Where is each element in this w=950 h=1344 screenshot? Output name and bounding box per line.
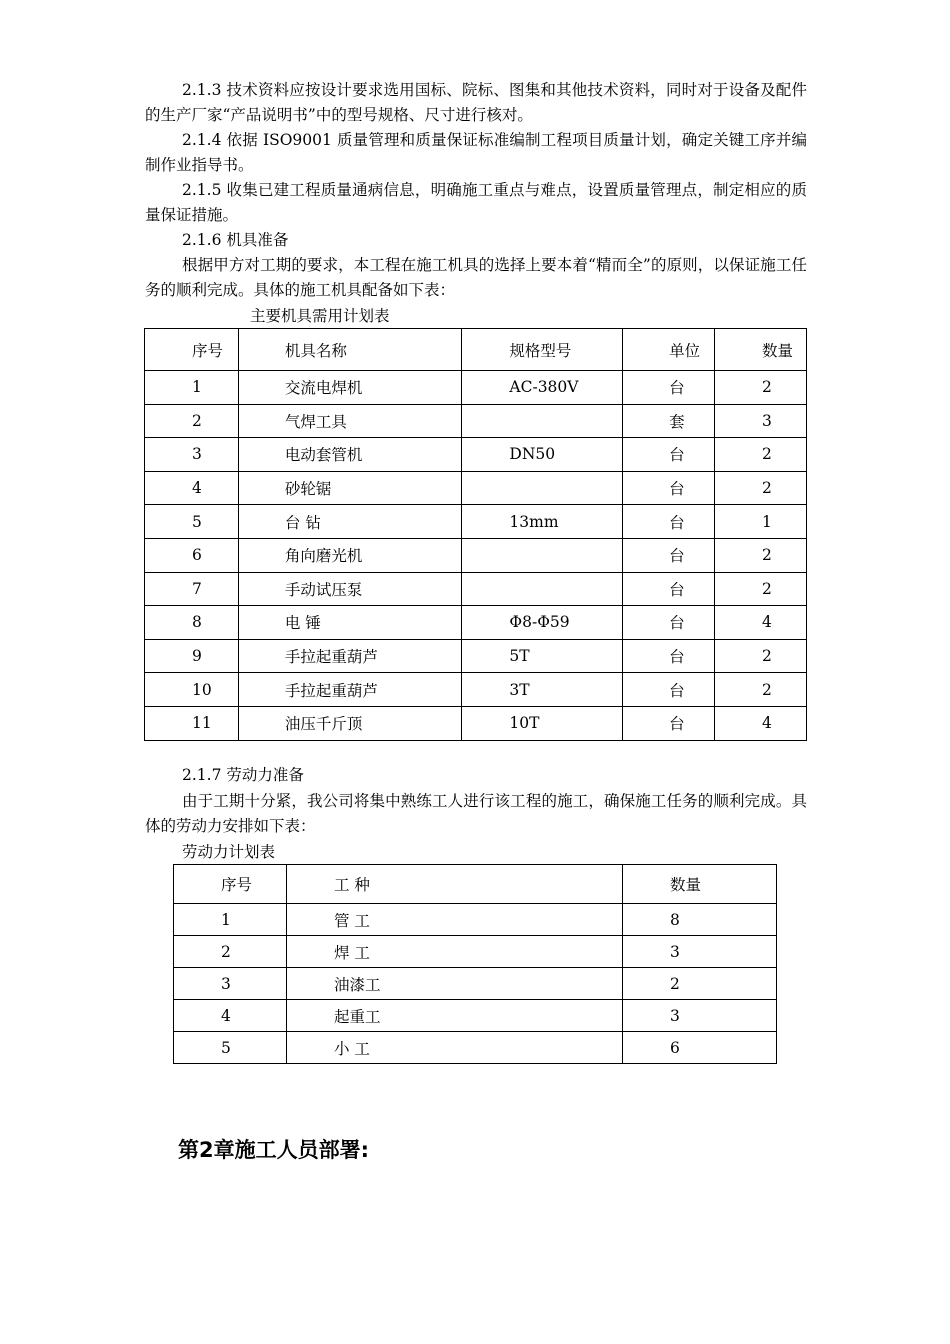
equipment-cell-name: 手拉起重葫芦 bbox=[238, 673, 462, 707]
equipment-table-row bbox=[145, 471, 807, 505]
paragraph-2-1-6: 根据甲方对工期的要求，本工程在施工机具的选择上要本着“精而全”的原则，以保证施工任务的顺利完成。具体的施工机具配备如下表： bbox=[145, 256, 807, 299]
equipment-cell-qty: 1 bbox=[715, 505, 807, 539]
equipment-cell-unit: 台 bbox=[623, 471, 715, 505]
equipment-cell-unit: 台 bbox=[623, 572, 715, 606]
equipment-cell-seq: 4 bbox=[145, 471, 239, 505]
equipment-table-caption: 主要机具需用计划表 bbox=[250, 307, 390, 325]
paragraph-2-1-7: 由于工期十分紧，我公司将集中熟练工人进行该工程的施工，确保施工任务的顺利完成。具体的劳动力安排如下表： bbox=[145, 792, 807, 835]
labor-cell-trade: 起重工 bbox=[287, 1000, 623, 1032]
equipment-cell-seq: 10 bbox=[145, 673, 239, 707]
equipment-cell-unit: 台 bbox=[623, 438, 715, 472]
labor-table-header-row bbox=[174, 865, 777, 904]
chapter-heading: 第2章施工人员部署: bbox=[178, 1138, 370, 1162]
labor-cell-qty: 8 bbox=[623, 904, 777, 936]
labor-cell-seq: 3 bbox=[174, 968, 287, 1000]
labor-cell-qty: 6 bbox=[623, 1032, 777, 1064]
equipment-cell-seq: 6 bbox=[145, 538, 239, 572]
equipment-table-row bbox=[145, 606, 807, 640]
equipment-table-row bbox=[145, 438, 807, 472]
equipment-cell-name: 电 锤 bbox=[238, 606, 462, 640]
equipment-table-row bbox=[145, 639, 807, 673]
equipment-table-row bbox=[145, 538, 807, 572]
equipment-table-row bbox=[145, 572, 807, 606]
equipment-cell-name: 砂轮锯 bbox=[238, 471, 462, 505]
heading-2-1-6: 2.1.6 机具准备 bbox=[182, 231, 289, 249]
equipment-cell-name: 手拉起重葫芦 bbox=[238, 639, 462, 673]
labor-cell-seq: 4 bbox=[174, 1000, 287, 1032]
equipment-cell-name: 角向磨光机 bbox=[238, 538, 462, 572]
equipment-header-name: 机具名称 bbox=[238, 329, 462, 371]
equipment-header-spec: 规格型号 bbox=[462, 329, 623, 371]
equipment-cell-qty: 2 bbox=[715, 673, 807, 707]
equipment-cell-spec bbox=[462, 538, 623, 572]
equipment-cell-unit: 台 bbox=[623, 706, 715, 740]
labor-table-row bbox=[174, 968, 777, 1000]
equipment-cell-spec: AC-380V bbox=[462, 371, 623, 405]
equipment-header-seq: 序号 bbox=[145, 329, 239, 371]
equipment-cell-spec: 3T bbox=[462, 673, 623, 707]
equipment-cell-unit: 台 bbox=[623, 505, 715, 539]
equipment-cell-qty: 4 bbox=[715, 606, 807, 640]
equipment-table-row bbox=[145, 505, 807, 539]
equipment-cell-spec: 10T bbox=[462, 706, 623, 740]
labor-cell-seq: 5 bbox=[174, 1032, 287, 1064]
equipment-cell-spec: 5T bbox=[462, 639, 623, 673]
equipment-header-qty: 数量 bbox=[715, 329, 807, 371]
equipment-cell-seq: 7 bbox=[145, 572, 239, 606]
equipment-table-row bbox=[145, 371, 807, 405]
labor-cell-qty: 2 bbox=[623, 968, 777, 1000]
heading-2-1-7: 2.1.7 劳动力准备 bbox=[182, 766, 304, 784]
equipment-cell-qty: 2 bbox=[715, 438, 807, 472]
equipment-header-unit: 单位 bbox=[623, 329, 715, 371]
equipment-cell-spec bbox=[462, 471, 623, 505]
labor-cell-seq: 2 bbox=[174, 936, 287, 968]
equipment-cell-seq: 2 bbox=[145, 404, 239, 438]
labor-table-caption: 劳动力计划表 bbox=[182, 843, 276, 861]
equipment-cell-seq: 3 bbox=[145, 438, 239, 472]
equipment-table-row bbox=[145, 706, 807, 740]
equipment-cell-name: 电动套管机 bbox=[238, 438, 462, 472]
labor-header-trade: 工 种 bbox=[287, 865, 623, 904]
equipment-table-row bbox=[145, 673, 807, 707]
equipment-table bbox=[144, 328, 807, 741]
equipment-cell-spec: 13mm bbox=[462, 505, 623, 539]
equipment-cell-seq: 1 bbox=[145, 371, 239, 405]
equipment-cell-spec bbox=[462, 572, 623, 606]
labor-cell-trade: 小 工 bbox=[287, 1032, 623, 1064]
equipment-cell-qty: 2 bbox=[715, 371, 807, 405]
equipment-cell-seq: 9 bbox=[145, 639, 239, 673]
labor-table-row bbox=[174, 904, 777, 936]
equipment-cell-seq: 11 bbox=[145, 706, 239, 740]
paragraph-2-1-5: 2.1.5 收集已建工程质量通病信息，明确施工重点与难点，设置质量管理点，制定相应的质量保证措施。 bbox=[145, 181, 807, 224]
equipment-cell-spec: Φ8-Φ59 bbox=[462, 606, 623, 640]
equipment-cell-unit: 台 bbox=[623, 606, 715, 640]
equipment-cell-seq: 5 bbox=[145, 505, 239, 539]
equipment-cell-qty: 4 bbox=[715, 706, 807, 740]
equipment-cell-spec: DN50 bbox=[462, 438, 623, 472]
labor-table bbox=[173, 864, 777, 1064]
equipment-cell-qty: 3 bbox=[715, 404, 807, 438]
labor-cell-qty: 3 bbox=[623, 936, 777, 968]
equipment-cell-qty: 2 bbox=[715, 572, 807, 606]
equipment-cell-spec bbox=[462, 404, 623, 438]
equipment-cell-unit: 台 bbox=[623, 639, 715, 673]
equipment-cell-unit: 套 bbox=[623, 404, 715, 438]
labor-header-seq: 序号 bbox=[174, 865, 287, 904]
equipment-table-header-row bbox=[145, 329, 807, 371]
labor-cell-qty: 3 bbox=[623, 1000, 777, 1032]
equipment-table-row bbox=[145, 404, 807, 438]
labor-cell-trade: 油漆工 bbox=[287, 968, 623, 1000]
paragraph-2-1-4: 2.1.4 依据 ISO9001 质量管理和质量保证标准编制工程项目质量计划，确定关键工序并编制作业指导书。 bbox=[145, 131, 807, 174]
equipment-cell-qty: 2 bbox=[715, 639, 807, 673]
paragraph-2-1-3: 2.1.3 技术资料应按设计要求选用国标、院标、图集和其他技术资料，同时对于设备及配件的生产厂家“产品说明书”中的型号规格、尺寸进行核对。 bbox=[145, 81, 807, 124]
equipment-cell-unit: 台 bbox=[623, 538, 715, 572]
equipment-cell-unit: 台 bbox=[623, 673, 715, 707]
labor-cell-seq: 1 bbox=[174, 904, 287, 936]
equipment-cell-name: 气焊工具 bbox=[238, 404, 462, 438]
labor-cell-trade: 焊 工 bbox=[287, 936, 623, 968]
equipment-cell-qty: 2 bbox=[715, 471, 807, 505]
equipment-cell-name: 手动试压泵 bbox=[238, 572, 462, 606]
equipment-cell-name: 台 钻 bbox=[238, 505, 462, 539]
labor-header-qty: 数量 bbox=[623, 865, 777, 904]
equipment-cell-seq: 8 bbox=[145, 606, 239, 640]
equipment-cell-name: 交流电焊机 bbox=[238, 371, 462, 405]
equipment-cell-name: 油压千斤顶 bbox=[238, 706, 462, 740]
labor-cell-trade: 管 工 bbox=[287, 904, 623, 936]
labor-table-row bbox=[174, 1032, 777, 1064]
equipment-cell-qty: 2 bbox=[715, 538, 807, 572]
labor-table-row bbox=[174, 936, 777, 968]
equipment-cell-unit: 台 bbox=[623, 371, 715, 405]
labor-table-row bbox=[174, 1000, 777, 1032]
